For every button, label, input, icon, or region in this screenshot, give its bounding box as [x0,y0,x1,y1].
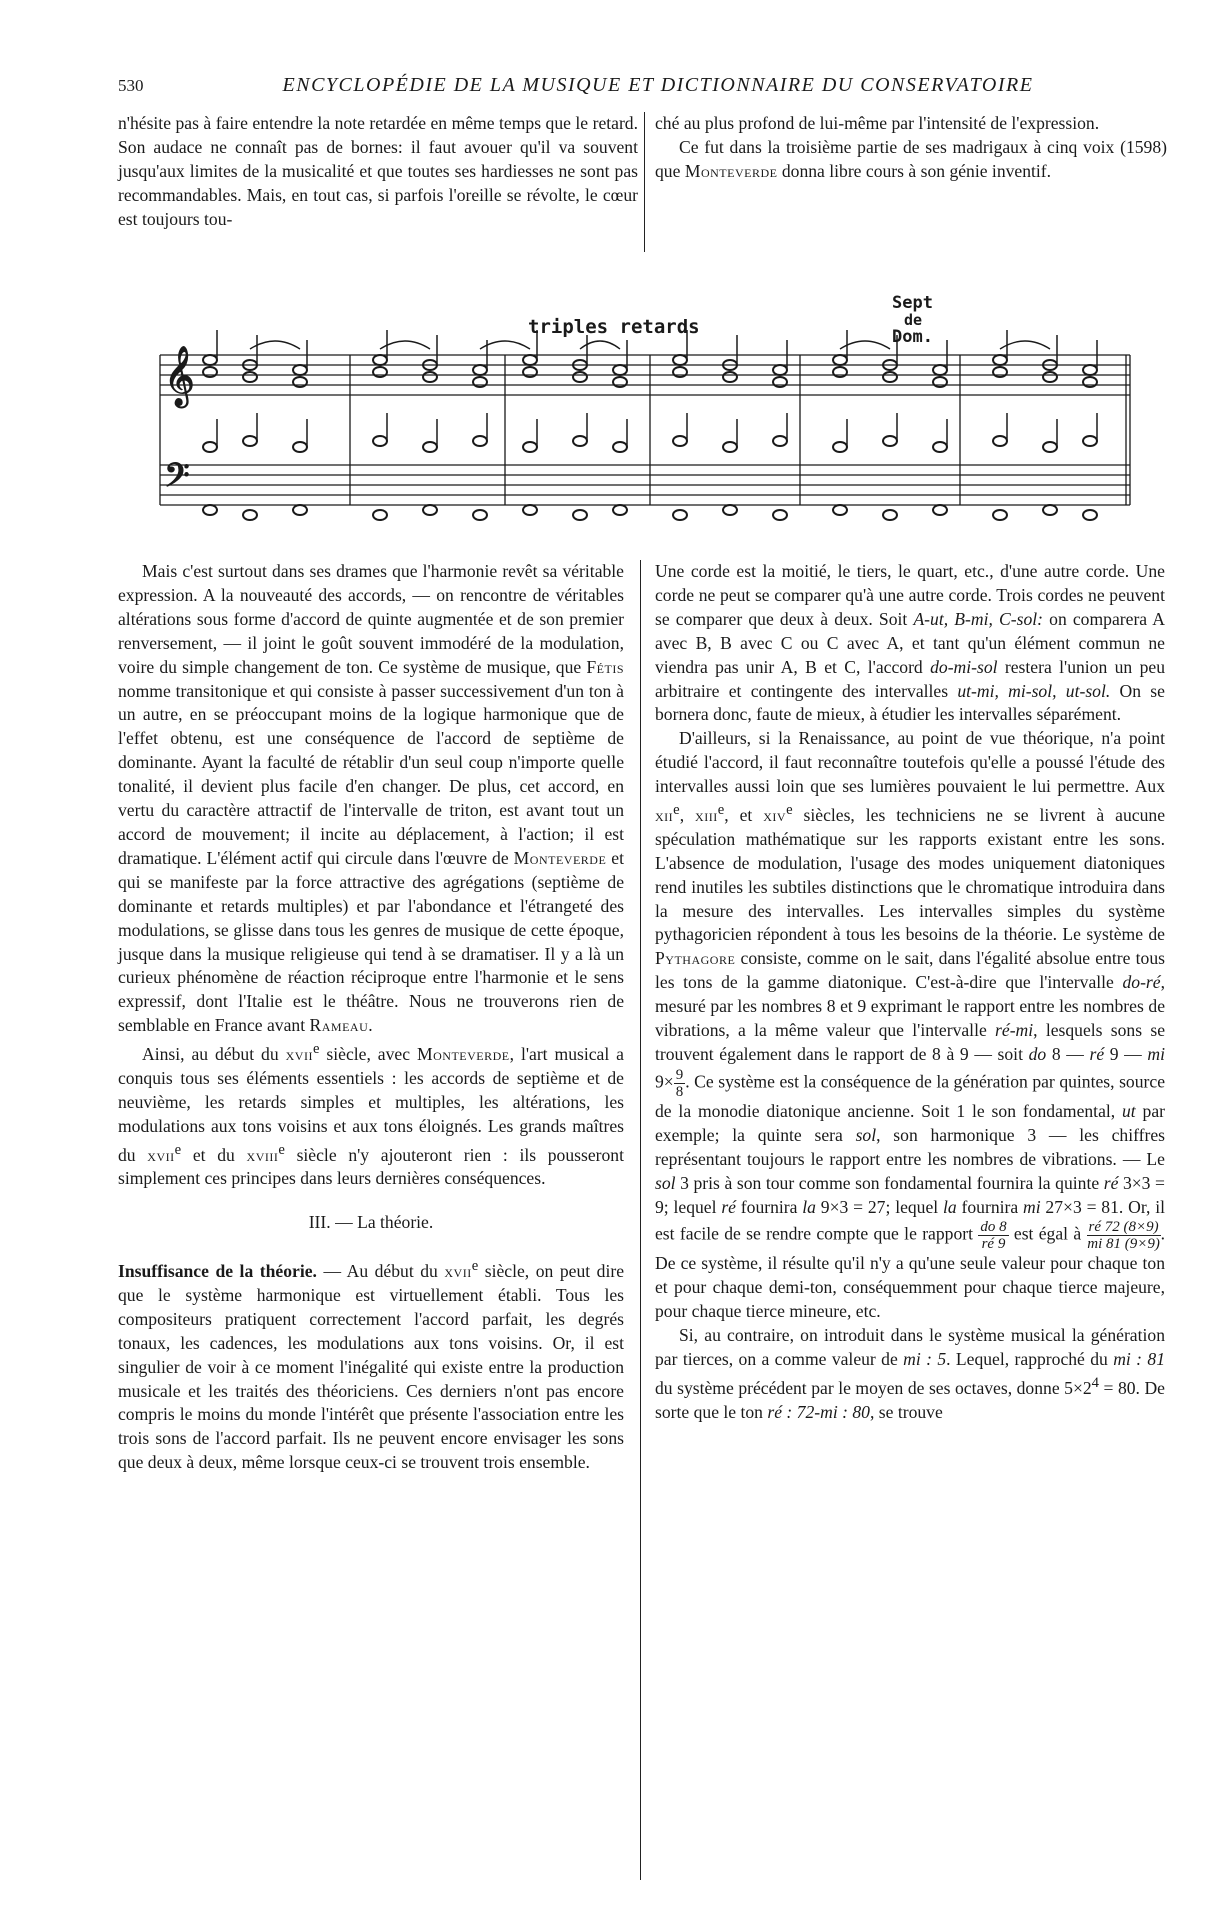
musical-example [150,285,1140,525]
note-head [613,365,627,375]
paragraph: Ainsi, au début du xvii$^e$ siècle, avec Monteverde, l'art musical a conquis tous ses éléments essentiels : les accords de septième et de neuvième, les retards simples et multiples, les altérations, les modulations aux tons voisins et aux tons éloignés. Les grands maîtres du xvii$^e$ et du xviii$^e$ siècle n'y ajouteront rien : ils pousseront simplement ces principes dans leurs dernières conséquences. [118,1041,624,1189]
note-head [883,372,897,382]
note-head [293,442,307,452]
paragraph: n'hésite pas à faire entendre la note retardée en même temps que le retard. Son audace ne connaît pas de bornes: il faut avouer qu'il va souvent jusqu'aux limites de la musicalité et que toutes ses hardiesses ne sont pas recommandables. Mais, en tout cas, si parfois l'oreille se révolte, le cœur est toujours tou- [118,113,638,229]
fraction: $\frac{ré 72 (8\times 9)}{mi 81 (9\times 9)}$ [1087,1219,1160,1253]
right-column [655,560,1165,1425]
label-de: de [904,311,923,329]
name-rameau: Rameau [309,1015,369,1036]
note-head [933,365,947,375]
note-head [723,442,737,452]
paragraph: Une corde est la moitié, le tiers, le quart, etc., d'une autre corde. Une corde ne peut se comparer qu'à une autre corde. Trois cordes ne peuvent se comparer que deux à deux. Soit A-ut, B-mi, C-sol: on comparera A avec B, B avec C ou C avec A, et tant qu'un élément commun ne viendra pas unir A, B et C, l'accord do-mi-sol restera l'union un peu arbitraire et contingente des intervalles ut-mi, mi-sol, ut-sol. On se bornera donc, faute de mieux, à étudier les intervalles séparément. [655,561,1165,725]
note-head [773,436,787,446]
note-head [573,436,587,446]
bass-clef-icon: 𝄢 [164,457,190,503]
note-head [933,442,947,452]
note-head [203,505,217,515]
paragraph: Si, au contraire, on introduit dans le système musical la génération par tierces, on a comme valeur de mi : 5. Lequel, rapproché du mi : 81 du système précédent par le moyen de ses octaves, donne $5\times 2^4 = 80$. De sorte que le ton ré : 72-mi : 80, se trouve [655,1325,1165,1422]
tie [580,341,620,349]
composer-name: Monteverde [684,160,778,181]
name-monteverde: Monteverde [416,1043,510,1064]
note-head [203,442,217,452]
column-divider [640,560,641,1880]
note-head [993,510,1007,520]
note-head [243,436,257,446]
note-head [723,372,737,382]
name-pythagore: Pythagore [655,948,736,969]
label-dom: Dom. [892,327,933,347]
note-head [773,365,787,375]
note-head [1083,510,1097,520]
note-head [523,442,537,452]
page-number: 530 [118,76,144,95]
staves [160,355,1130,505]
note-head [1083,436,1097,446]
note-head [933,505,947,515]
name-monteverde: Monteverde [513,847,607,868]
note-head [293,365,307,375]
note-head [373,510,387,520]
note-head [373,355,387,365]
note-head [373,436,387,446]
paragraph: Ce fut dans la troisième partie de ses madrigaux à cinq voix (1598) que Monteverde donna libre cours à son génie inventif. [655,136,1167,181]
subsection-title: Insuffisance de la théorie. [118,1261,317,1282]
note-head [423,372,437,382]
column-divider [644,112,645,252]
top-right-column [655,112,1167,184]
note-head [1043,372,1057,382]
name-fetis: Fétis [586,656,624,677]
treble-clef-icon: 𝄞 [164,346,195,406]
paragraph: D'ailleurs, si la Renaissance, au point de vue théorique, n'a point étudié l'accord, il faut reconnaître toutefois qu'elle a poussé l'étude des intervalles aussi loin que ses lumières pouvaient le lui permettre. Aux xii$^e$, xiii$^e$, et xiv$^e$ siècles, les techniciens ne se livrent à aucune spéculation mathématique sur les rapports existant entre les sons. L'absence de modulation, l'usage des modes uniquement diatoniques rend inutiles les subtiles distinctions que le chromatique introduira dans la mesure des intervalles. Les intervalles simples du système pythagoricien répondent à tous les besoins de la théorie. Le système de Pythagore consiste, comme on le sait, dans l'égalité absolue entre tous les tons de la gamme diatonique. C'est-à-dire que l'intervalle do-ré, mesuré par les nombres 8 et 9 exprimant le rapport entre les nombres de vibrations, a la même valeur que l'intervalle ré-mi, lesquels sons se trouvent également dans le rapport de 8 à 9 — soit do 8 — ré 9 — mi 9× $\frac{9}{8}$ . Ce système est la conséquence de la génération par quintes, source de la monodie diatonique ancienne. Soit 1 le son fondamental, ut par exemple; la quinte sera sol, son harmonique 3 — les chiffres représentant toujours le rapport entre les nombres de vibrations. — Le sol 3 pris à son tour comme son fondamental fournira la quinte ré 3×3 = 9; lequel ré fournira la 9×3 = 27; lequel la fournira mi 27×3 = 81. Or, il est facile de se rendre compte que le rapport $\frac{do 8}{ré 9}$ est égal à $\frac{ré 72 (8\times 9)}{mi 81 (9\times 9)}$ . De ce système, il résulte qu'il n'y a qu'une seule valeur pour chaque ton et pour chaque demi-ton, conséquemment pour chaque tierce majeure, pour chaque tierce mineure, etc. [655,728,1166,1322]
note-head [613,442,627,452]
section-heading: III. — La théorie. [308,1212,434,1233]
note-head [1043,442,1057,452]
note-head [833,355,847,365]
note-head [673,510,687,520]
note-head [573,372,587,382]
note-head [883,436,897,446]
paragraph: Mais c'est surtout dans ses drames que l'harmonie revêt sa véritable expression. A la nouveauté des accords, — on rencontre de véritables altérations sous forme d'accord de quinte augmentée et de son premier renversement, — il joint le goût souvent immodéré de la modulation, voire du simple changement de ton. Ce système de musique, que Fétis nomme transitonique et qui consiste à passer successivement d'un ton à un autre, en se préoccupant moins de la logique harmonique que de l'effet obtenu, est une conséquence de l'accord de septième de dominante. Ayant la faculté de rétablir d'un seul coup n'importe quelle tonalité, il devient plus facile d'en changer. De plus, cet accord, en vertu du caractère attractif de l'intervalle de triton, est avant tout un accord de mouvement; il incite au déplacement, à l'action; il est dramatique. L'élément actif qui circule dans l'œuvre de Monteverde et qui se manifeste par la force attractive des agrégations (septième de dominante et retards multiples) et par l'abondance et l'étrangeté des modulations, se glisse dans tous les genres de musique de cette époque, jusque dans la musique religieuse qui tend à se dramatiser. Il y a là un curieux phénomène de réaction réciproque entre l'harmonie et le sens expressif, dont l'Italie est le théâtre. Nous ne trouverons rien de semblable en France avant Rameau. [118,561,624,1036]
note-head [723,505,737,515]
note-head [523,355,537,365]
note-head [833,505,847,515]
note-head [673,436,687,446]
top-left-column [118,112,638,232]
note-head [203,355,217,365]
note-head [243,372,257,382]
note-head [243,510,257,520]
note-head [473,365,487,375]
note-head [883,510,897,520]
note-head [573,510,587,520]
notes [164,330,1097,520]
note-head [673,355,687,365]
score-svg [150,285,1140,525]
note-head [293,505,307,515]
note-head [613,505,627,515]
note-head [993,436,1007,446]
fraction: $\frac{do 8}{ré 9}$ [980,1219,1007,1253]
paragraph: Insuffisance de la théorie. — Au début du xvii$^e$ siècle, on peut dire que le système harmonique est virtuellement établi. Tous les compositeurs pratiquent correctement l'accord parfait, les degrés tonaux, les cadences, les modulations aux tons voisins. Or, il est singulier de voir à ce moment l'inégalité qui existe entre la production musicale et les traités des théoriciens. Ces derniers n'ont pas encore compris le moins du monde l'intérêt que présente l'association entre les trois sons de l'accord parfait. Ils ne peuvent encore envisager les sons que deux à deux, même lorsque ceux-ci se trouvent trois ensemble. [118,1258,625,1473]
note-head [773,510,787,520]
left-column [118,560,624,1475]
note-head [1043,505,1057,515]
note-head [473,436,487,446]
label-sept: Sept [892,293,933,313]
note-head [1083,365,1097,375]
note-head [423,442,437,452]
paragraph: ché au plus profond de lui-même par l'intensité de l'expression. [655,113,1100,133]
note-head [523,505,537,515]
fraction: $\frac{9}{8}$ [675,1066,684,1100]
note-head [993,355,1007,365]
note-head [833,442,847,452]
label-triples-retards: triples retards [528,316,700,338]
note-head [473,510,487,520]
running-title: ENCYCLOPÉDIE DE LA MUSIQUE ET DICTIONNAIRE DU CONSERVATOIRE [282,74,1034,96]
note-head [423,505,437,515]
page-header [118,74,1078,102]
